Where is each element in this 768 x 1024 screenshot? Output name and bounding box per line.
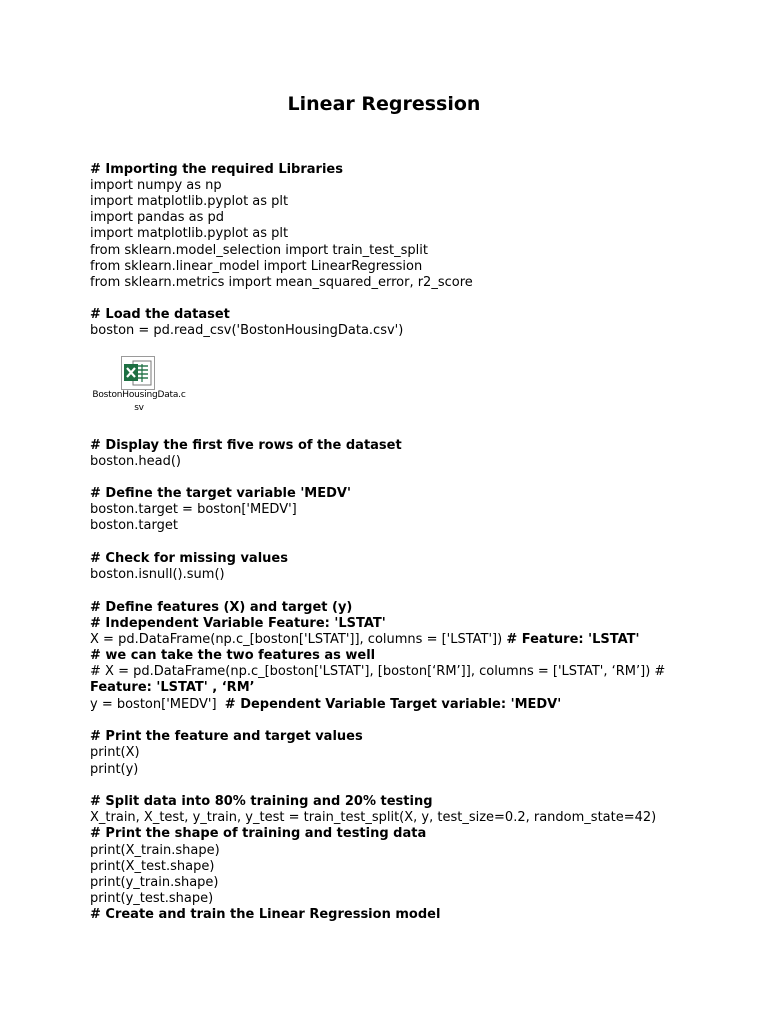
comment-text: # we can take the two features as well (90, 648, 376, 663)
code-line (90, 680, 255, 696)
code-text: import pandas as pd (90, 210, 225, 225)
code-text: from sklearn.model_selection import train_test_split (90, 243, 428, 258)
comment-text: # Importing the required Libraries (90, 162, 343, 177)
code-line (90, 859, 214, 875)
code-line (90, 518, 178, 534)
code-line (90, 551, 288, 567)
code-line (90, 729, 363, 745)
code-text: boston.target (90, 518, 178, 533)
code-text: print(y_train.shape) (90, 875, 219, 890)
code-line (90, 616, 386, 632)
code-text: boston.target = boston['MEDV'] (90, 502, 297, 517)
code-line (90, 794, 433, 810)
code-line (90, 243, 428, 259)
code-text: print(X_test.shape) (90, 859, 215, 874)
code-line (90, 891, 213, 907)
code-line (90, 502, 297, 518)
code-line (90, 843, 220, 859)
code-line (90, 194, 288, 210)
excel-file-icon (121, 356, 155, 390)
code-text: print(X_train.shape) (90, 843, 220, 858)
file-name-label: BostonHousingData.c sv (92, 390, 186, 413)
code-text: from sklearn.metrics import mean_squared_error, r2_score (90, 275, 473, 290)
comment-text: # Split data into 80% training and 20% testing (90, 794, 433, 809)
code-text: import numpy as np (90, 178, 222, 193)
code-line (90, 600, 352, 616)
comment-text: # Feature: 'LSTAT' (506, 632, 640, 647)
code-line (90, 745, 140, 761)
code-text: print(y_test.shape) (90, 891, 214, 906)
code-line (90, 323, 403, 339)
code-line (90, 275, 473, 291)
code-text: import matplotlib.pyplot as plt (90, 226, 289, 241)
code-line (90, 826, 426, 842)
comment-text: # Create and train the Linear Regression model (90, 907, 441, 922)
comment-text: Feature: 'LSTAT' , ‘RM’ (90, 680, 255, 695)
code-text: from sklearn.linear_model import LinearRegression (90, 259, 423, 274)
comment-text: # Define the target variable 'MEDV' (90, 486, 351, 501)
code-line (90, 697, 561, 713)
code-line (90, 810, 656, 826)
code-line (90, 226, 288, 242)
comment-text: # Dependent Variable Target variable: 'MEDV' (224, 697, 562, 712)
code-line (90, 632, 640, 648)
code-line (90, 486, 351, 502)
code-text: X = pd.DataFrame(np.c_[boston['LSTAT']], columns = ['LSTAT']) (90, 632, 507, 647)
code-text: # X = pd.DataFrame(np.c_[boston['LSTAT'], [boston[‘RM’]], columns = ['LSTAT', ‘RM’]) # (90, 664, 666, 679)
code-line (90, 454, 181, 470)
comment-text: # Display the first five rows of the dataset (90, 438, 402, 453)
comment-text: # Print the feature and target values (90, 729, 363, 744)
page-title: Linear Regression (287, 93, 481, 115)
code-text: boston.head() (90, 454, 181, 469)
code-text: X_train, X_test, y_train, y_test = train_test_split(X, y, test_size=0.2, random_state=42) (90, 810, 657, 825)
code-text: boston = pd.read_csv('BostonHousingData.csv') (90, 323, 404, 338)
code-text: import matplotlib.pyplot as plt (90, 194, 289, 209)
code-text: print(y) (90, 762, 139, 777)
code-line (90, 210, 224, 226)
code-text: print(X) (90, 745, 140, 760)
code-line (90, 762, 138, 778)
comment-text: # Print the shape of training and testing data (90, 826, 427, 841)
code-line (90, 907, 440, 923)
code-line (90, 438, 402, 454)
code-line (90, 648, 375, 664)
code-line (90, 567, 225, 583)
comment-text: # Define features (X) and target (y) (90, 600, 353, 615)
code-line (90, 162, 343, 178)
code-line (90, 259, 422, 275)
code-line (90, 307, 230, 323)
comment-text: # Check for missing values (90, 551, 288, 566)
code-line (90, 178, 222, 194)
code-text: y = boston['MEDV'] (90, 697, 225, 712)
comment-text: # Load the dataset (90, 307, 230, 322)
comment-text: # Independent Variable Feature: 'LSTAT' (90, 616, 386, 631)
code-line (90, 664, 665, 680)
code-line (90, 875, 219, 891)
code-text: boston.isnull().sum() (90, 567, 225, 582)
